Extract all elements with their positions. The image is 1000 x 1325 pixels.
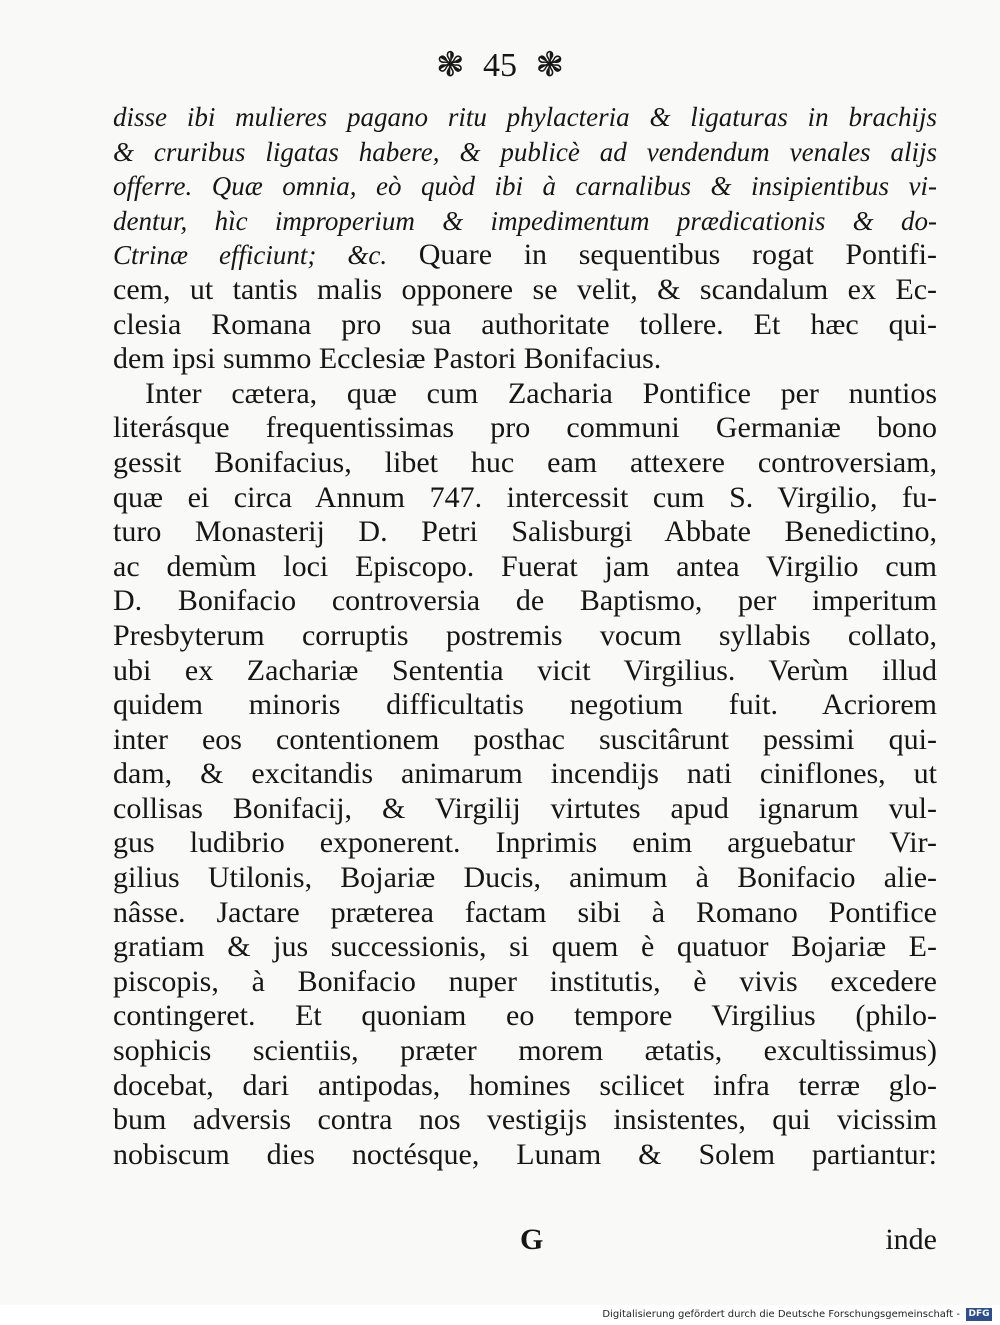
text-line: nâsse. Jactare præterea factam sibi à Romano Pontifice [113,895,937,929]
text-line: literásque frequentissimas pro communi Germaniæ bono [113,411,937,445]
text-line: ac demùm loci Episcopo. Fuerat jam antea Virgilio cum [113,549,937,583]
text-line: cem, ut tantis malis opponere se velit, & scandalum ex Ec- [113,272,937,306]
text-line: docebat, dari antipodas, homines scilicet infra terræ glo- [113,1068,937,1102]
signature-mark: G [520,1223,544,1256]
text-line: & cruribus ligatas habere, & publicè ad vendendum venales alijs [113,136,937,167]
dfg-credit-bar [0,1305,1000,1325]
text-line: quæ ei circa Annum 747. intercessit cum S. Virgilio, fu- [113,480,937,514]
text-line: dentur, hìc improperium & impedimentum prædicationis & do- [113,205,937,236]
text-line: disse ibi mulieres pagano ritu phylacteria & ligaturas in brachijs [113,102,937,132]
text-line: collisas Bonifacij, & Virgilij virtutes apud ignarum vul- [113,791,937,825]
text-line: gessit Bonifacius, libet huc eam attexere controversiam, [113,445,937,479]
text-line: nobiscum dies noctésque, Lunam & Solem partiantur: [113,1137,937,1171]
text-line: ubi ex Zachariæ Sententia vicit Virgilius. Verùm illud [113,653,937,687]
left-ornament-icon: ❃ [436,47,465,85]
catchword: inde [885,1223,937,1256]
dfg-logo-icon: DFG [966,1308,992,1321]
page-header [0,44,1000,86]
text-line: bum adversis contra nos vestigijs insistentes, qui vicissim [113,1103,937,1137]
text-line: dam, & excitandis animarum incendijs nati ciniflones, ut [113,757,937,791]
text-line: piscopis, à Bonifacio nuper institutis, è vivis excedere [113,964,937,998]
text-line: contingeret. Et quoniam eo tempore Virgilius (philo- [113,999,937,1033]
page-footer [113,1223,937,1263]
text-line: Inter cætera, quæ cum Zacharia Pontifice per nuntios [145,376,937,410]
text-line: turo Monasterij D. Petri Salisburgi Abbate Benedictino, [113,515,937,549]
roman-fragment: Quare in sequentibus rogat Pontifi- [418,238,937,272]
text-line: gratiam & jus successionis, si quem è quatuor Bojariæ E- [113,930,937,964]
dfg-credit-text: Digitalisierung gefördert durch die Deutsche Forschungsgemeinschaft - [602,1309,960,1320]
body-text [113,100,937,1172]
text-line: inter eos contentionem posthac suscitârunt pessimi qui- [113,722,937,756]
text-line: sophicis scientiis, præter morem ætatis, excultissimus) [113,1034,937,1068]
italic-fragment: Ctrinæ efficiunt; &c. [113,240,388,271]
text-line: clesia Romana pro sua authoritate tollere. Et hæc qui- [113,307,937,341]
text-line: Presbyterum corruptis postremis vocum syllabis collato, [113,618,937,652]
page-number: 45 [483,47,517,85]
text-line: dem ipsi summo Ecclesiæ Pastori Bonifacius. [113,342,662,376]
text-line-mixed [113,238,937,273]
text-line: quidem minoris difficultatis negotium fuit. Acriorem [113,688,937,722]
right-ornament-icon: ❃ [535,47,564,85]
text-line: gilius Utilonis, Bojariæ Ducis, animum à Bonifacio alie- [113,861,937,895]
text-line: D. Bonifacio controversia de Baptismo, per imperitum [113,584,937,618]
text-line: gus ludibrio exponerent. Inprimis enim arguebatur Vir- [113,826,937,860]
text-line: offerre. Quæ omnia, eò quòd ibi à carnalibus & insipientibus vi- [113,171,937,202]
